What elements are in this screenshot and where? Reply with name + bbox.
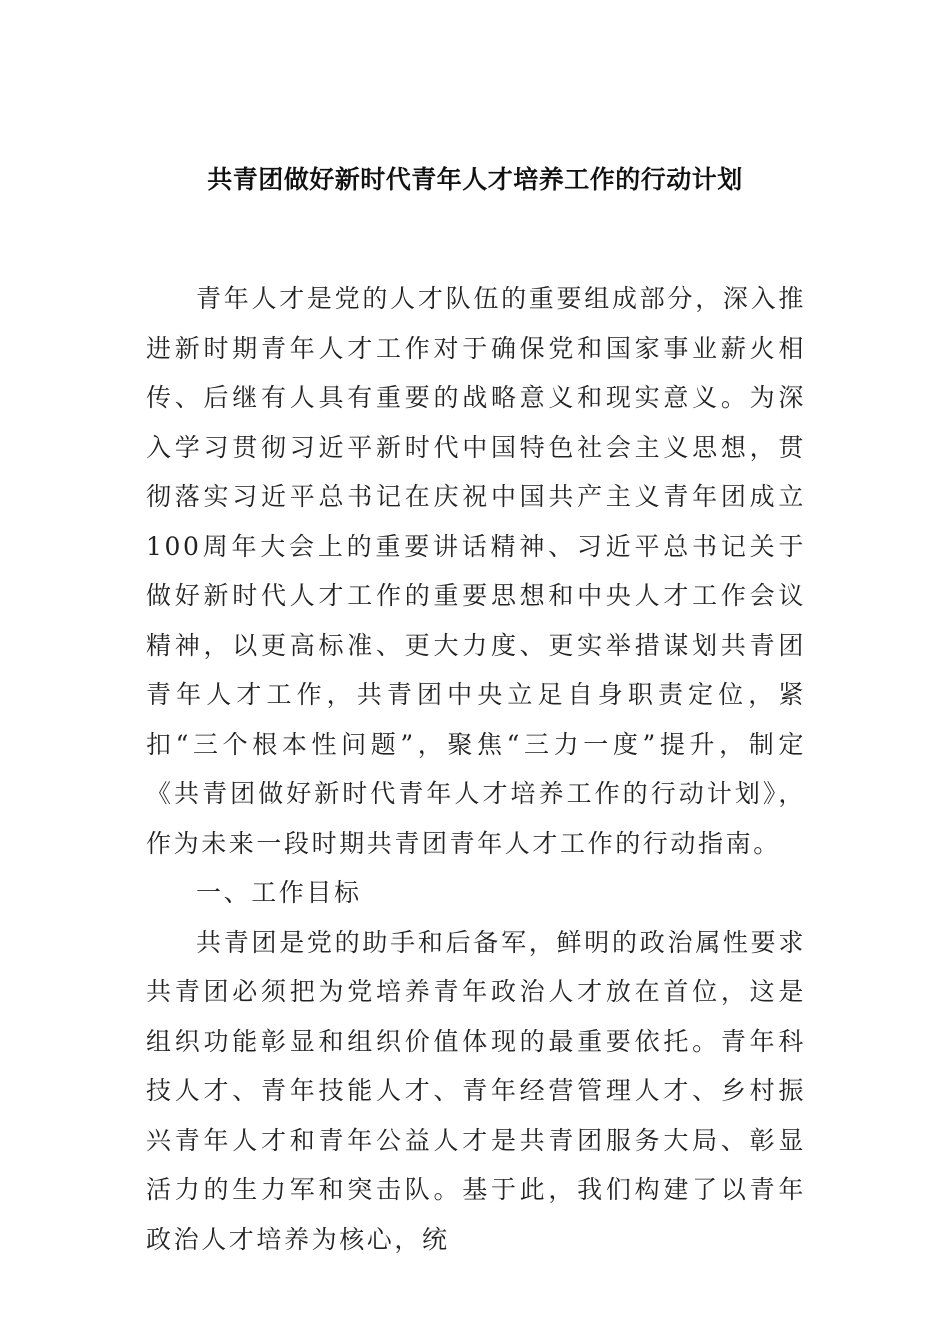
- intro-paragraph: 青年人才是党的人才队伍的重要组成部分，深入推进新时期青年人才工作对于确保党和国家事业薪火相传、后继有人具有重要的战略意义和现实意义。为深入学习贯彻习近平新时代中国特色社会主义思想，贯彻落实习近平总书记在庆祝中国共产主义青年团成立100周年大会上的重要讲话精神、习近平总书记关于做好新时代人才工作的重要思想和中央人才工作会议精神，以更高标准、更大力度、更实举措谋划共青团青年人才工作，共青团中央立足自身职责定位，紧扣“三个根本性问题”，聚焦“三力一度”提升，制定《共青团做好新时代青年人才培养工作的行动计划》，作为未来一段时期共青团青年人才工作的行动指南。: [146, 284, 806, 858]
- work-goals-paragraph: 共青团是党的助手和后备军，鲜明的政治属性要求共青团必须把为党培养青年政治人才放在首位，这是组织功能彰显和组织价值体现的最重要依托。青年科技人才、青年技能人才、青年经营管理人才、乡村振兴青年人才和青年公益人才是共青团服务大局、彰显活力的生力军和突击队。基于此，我们构建了以青年政治人才培养为核心，统: [146, 927, 806, 1254]
- document-title: 共青团做好新时代青年人才培养工作的行动计划: [207, 165, 743, 194]
- document-body: [146, 274, 806, 1264]
- section-heading-work-goals: 一、工作目标: [196, 878, 362, 907]
